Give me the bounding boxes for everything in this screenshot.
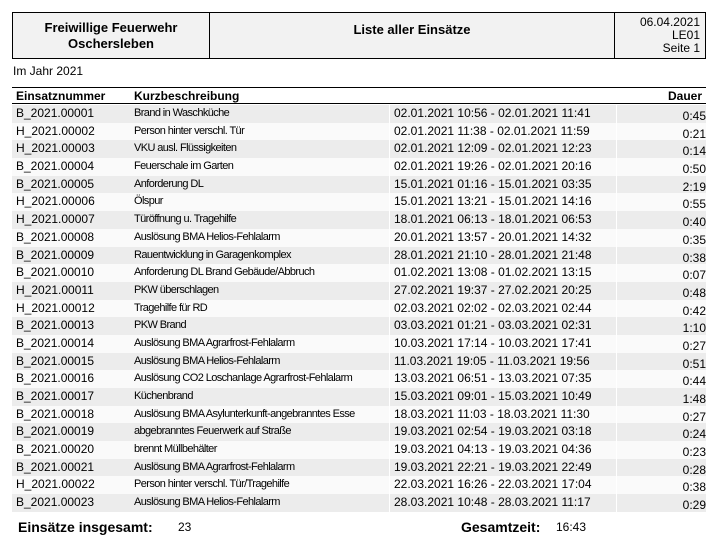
column-divider bbox=[389, 406, 390, 424]
table-row bbox=[12, 282, 706, 300]
incident-duration: 1:10 bbox=[682, 321, 706, 336]
incident-duration: 0:44 bbox=[682, 374, 706, 389]
table-row bbox=[12, 353, 706, 371]
incident-time-range: 02.03.2021 02:02 - 02.03.2021 02:44 bbox=[394, 300, 592, 315]
incident-description: brennt Müllbehälter bbox=[134, 443, 217, 456]
column-divider bbox=[389, 247, 390, 265]
column-divider bbox=[616, 317, 617, 335]
incident-description: Feuerschale im Garten bbox=[134, 160, 234, 173]
column-divider bbox=[616, 388, 617, 406]
organization-line-1: Freiwillige Feuerwehr bbox=[44, 20, 178, 35]
column-divider bbox=[616, 123, 617, 141]
report-code: LE01 bbox=[671, 28, 700, 42]
incident-table-body bbox=[12, 105, 706, 512]
incident-time-range: 22.03.2021 16:26 - 22.03.2021 17:04 bbox=[394, 477, 592, 492]
incident-number: B_2021.00009 bbox=[16, 247, 95, 262]
table-row bbox=[12, 459, 706, 477]
incident-time-range: 11.03.2021 19:05 - 11.03.2021 19:56 bbox=[394, 353, 590, 368]
column-header-duration: Dauer bbox=[667, 89, 702, 103]
incident-description: Person hinter verschl. Tür bbox=[134, 124, 245, 137]
column-divider bbox=[616, 335, 617, 353]
incident-number: B_2021.00018 bbox=[16, 406, 95, 421]
column-divider bbox=[616, 476, 617, 494]
page-number: Seite 1 bbox=[662, 41, 700, 55]
incident-time-range: 01.02.2021 13:08 - 01.02.2021 13:15 bbox=[394, 265, 592, 280]
column-divider bbox=[616, 247, 617, 265]
incident-duration: 0:24 bbox=[682, 427, 706, 442]
column-divider bbox=[389, 423, 390, 441]
column-header-description: Kurzbeschreibung bbox=[134, 89, 240, 103]
column-divider bbox=[616, 176, 617, 194]
incident-description: Anforderung DL bbox=[134, 177, 204, 190]
incident-time-range: 27.02.2021 19:37 - 27.02.2021 20:25 bbox=[394, 282, 592, 297]
incident-time-range: 28.01.2021 21:10 - 28.01.2021 21:48 bbox=[394, 247, 592, 262]
report-title: Liste aller Einsätze bbox=[210, 13, 615, 58]
incident-description: Brand in Waschküche bbox=[134, 107, 230, 119]
incident-duration: 0:55 bbox=[682, 197, 706, 212]
incident-number: H_2021.00007 bbox=[16, 212, 95, 227]
incident-time-range: 19.03.2021 04:13 - 19.03.2021 04:36 bbox=[394, 442, 592, 457]
table-row bbox=[12, 317, 706, 335]
incident-time-range: 02.01.2021 11:38 - 02.01.2021 11:59 bbox=[394, 123, 590, 138]
incident-duration: 0:48 bbox=[682, 285, 706, 300]
incident-description: Anforderung DL Brand Gebäude/Abbruch bbox=[134, 266, 315, 279]
table-row bbox=[12, 388, 706, 406]
column-divider bbox=[616, 264, 617, 282]
column-divider bbox=[616, 459, 617, 477]
organization-name bbox=[13, 13, 210, 58]
incident-number: B_2021.00013 bbox=[16, 318, 95, 333]
column-divider bbox=[616, 353, 617, 371]
column-divider bbox=[616, 229, 617, 247]
column-divider bbox=[616, 494, 617, 512]
column-divider bbox=[616, 406, 617, 424]
incident-number: B_2021.00008 bbox=[16, 229, 95, 244]
column-divider bbox=[616, 423, 617, 441]
column-divider bbox=[389, 441, 390, 459]
column-divider bbox=[389, 300, 390, 318]
column-divider bbox=[616, 282, 617, 300]
table-row bbox=[12, 406, 706, 424]
incident-duration: 1:48 bbox=[682, 392, 706, 406]
table-row bbox=[12, 476, 706, 494]
table-row bbox=[12, 158, 706, 176]
incident-description: Auslösung BMA Helios-Fehlalarm bbox=[134, 230, 280, 243]
incident-duration: 0:28 bbox=[682, 462, 706, 477]
incident-number: H_2021.00012 bbox=[16, 300, 95, 315]
incident-number: B_2021.00016 bbox=[16, 371, 95, 386]
table-row bbox=[12, 300, 706, 318]
incident-number: H_2021.00011 bbox=[16, 282, 94, 297]
incident-time-range: 02.01.2021 19:26 - 02.01.2021 20:16 bbox=[394, 159, 592, 174]
column-divider bbox=[389, 335, 390, 353]
incident-duration: 0:27 bbox=[682, 338, 706, 353]
incident-duration: 0:38 bbox=[682, 250, 706, 265]
incident-number: B_2021.00015 bbox=[16, 353, 95, 368]
incident-description: Tragehilfe für RD bbox=[134, 301, 208, 314]
incident-duration: 0:45 bbox=[682, 109, 706, 123]
column-divider bbox=[389, 459, 390, 477]
incident-description: Auslösung CO2 Loschanlage Agrarfrost-Fehlalarm bbox=[134, 372, 353, 385]
table-row bbox=[12, 176, 706, 194]
table-row bbox=[12, 247, 706, 265]
total-time-value: 16:43 bbox=[556, 520, 587, 534]
column-divider bbox=[389, 317, 390, 335]
table-row bbox=[12, 193, 706, 211]
incident-time-range: 28.03.2021 10:48 - 28.03.2021 11:17 bbox=[394, 495, 591, 510]
report-date: 06.04.2021 bbox=[639, 15, 700, 29]
incident-duration: 0:35 bbox=[682, 232, 706, 247]
table-row bbox=[12, 423, 706, 441]
incident-description: PKW überschlagen bbox=[134, 283, 219, 296]
table-header bbox=[12, 87, 706, 104]
incident-description: Auslösung BMA Agrarfrost-Fehlalarm bbox=[134, 460, 295, 473]
incident-description: Ölspur bbox=[134, 195, 163, 208]
incident-duration: 0:40 bbox=[682, 215, 706, 230]
table-row bbox=[12, 370, 706, 388]
table-row bbox=[12, 494, 706, 512]
column-divider bbox=[616, 193, 617, 211]
incident-duration: 0:07 bbox=[682, 268, 706, 283]
incident-number: H_2021.00022 bbox=[16, 477, 95, 492]
table-row bbox=[12, 335, 706, 353]
incident-time-range: 15.01.2021 13:21 - 15.01.2021 14:16 bbox=[394, 194, 592, 209]
incident-duration: 0:27 bbox=[682, 409, 706, 424]
incident-number: H_2021.00006 bbox=[16, 194, 95, 209]
incident-description: Auslösung BMA Asylunterkunft-angebranntes Esse bbox=[134, 407, 355, 420]
count-label: Einsätze insgesamt: bbox=[18, 519, 153, 535]
column-divider bbox=[389, 388, 390, 406]
column-divider bbox=[389, 123, 390, 141]
column-divider bbox=[616, 441, 617, 459]
year-label: Im Jahr 2021 bbox=[13, 64, 84, 78]
incident-duration: 0:51 bbox=[682, 356, 706, 371]
incident-duration: 2:19 bbox=[682, 179, 706, 194]
incident-duration: 0:23 bbox=[682, 445, 706, 460]
report-header bbox=[12, 12, 706, 59]
incident-time-range: 18.01.2021 06:13 - 18.01.2021 06:53 bbox=[394, 212, 592, 227]
incident-description: VKU ausl. Flüssigkeiten bbox=[134, 142, 237, 155]
column-divider bbox=[389, 370, 390, 388]
incident-number: B_2021.00017 bbox=[16, 389, 95, 403]
incident-description: Auslösung BMA Agrarfrost-Fehlalarm bbox=[134, 336, 295, 349]
table-row bbox=[12, 140, 706, 158]
incident-time-range: 02.01.2021 12:09 - 02.01.2021 12:23 bbox=[394, 141, 592, 156]
column-divider bbox=[616, 158, 617, 176]
column-divider bbox=[616, 105, 617, 123]
incident-duration: 0:50 bbox=[682, 162, 706, 177]
incident-time-range: 15.01.2021 01:16 - 15.01.2021 03:35 bbox=[394, 176, 592, 191]
report-meta bbox=[615, 13, 705, 58]
incident-duration: 0:21 bbox=[682, 126, 706, 141]
incident-description: Türöffnung u. Tragehilfe bbox=[134, 213, 237, 226]
incident-number: B_2021.00005 bbox=[16, 176, 95, 191]
incident-description: Person hinter verschl. Tür/Tragehilfe bbox=[134, 478, 290, 491]
incident-time-range: 19.03.2021 22:21 - 19.03.2021 22:49 bbox=[394, 459, 592, 474]
column-divider bbox=[616, 370, 617, 388]
incident-number: B_2021.00019 bbox=[16, 424, 95, 439]
incident-number: B_2021.00020 bbox=[16, 442, 95, 457]
organization-line-2: Oschersleben bbox=[68, 36, 154, 51]
column-header-number: Einsatznummer bbox=[16, 89, 106, 103]
incident-number: B_2021.00004 bbox=[16, 159, 95, 174]
table-row bbox=[12, 123, 706, 141]
incident-description: Auslösung BMA Helios-Fehlalarm bbox=[134, 354, 280, 367]
column-divider bbox=[389, 105, 390, 123]
table-row bbox=[12, 105, 706, 123]
incident-time-range: 19.03.2021 02:54 - 19.03.2021 03:18 bbox=[394, 424, 592, 439]
incident-number: H_2021.00003 bbox=[16, 141, 95, 156]
incident-time-range: 10.03.2021 17:14 - 10.03.2021 17:41 bbox=[394, 335, 592, 350]
column-divider bbox=[389, 193, 390, 211]
incident-duration: 0:42 bbox=[682, 303, 706, 318]
column-divider bbox=[389, 229, 390, 247]
column-divider bbox=[616, 300, 617, 318]
incident-time-range: 13.03.2021 06:51 - 13.03.2021 07:35 bbox=[394, 371, 592, 386]
incident-description: PKW Brand bbox=[134, 319, 187, 332]
table-row bbox=[12, 211, 706, 229]
column-divider bbox=[616, 211, 617, 229]
column-divider bbox=[389, 211, 390, 229]
incident-description: Auslösung BMA Helios-Fehlalarm bbox=[134, 496, 280, 509]
incident-time-range: 15.03.2021 09:01 - 15.03.2021 10:49 bbox=[394, 389, 592, 403]
table-row bbox=[12, 229, 706, 247]
incident-number: H_2021.00002 bbox=[16, 123, 95, 138]
column-divider bbox=[389, 282, 390, 300]
column-divider bbox=[389, 264, 390, 282]
column-divider bbox=[389, 353, 390, 371]
incident-number: B_2021.00001 bbox=[16, 106, 95, 120]
incident-number: B_2021.00023 bbox=[16, 495, 95, 510]
table-row bbox=[12, 264, 706, 282]
count-value: 23 bbox=[178, 520, 192, 534]
incident-duration: 0:38 bbox=[682, 480, 706, 495]
incident-number: B_2021.00010 bbox=[16, 265, 95, 280]
incident-number: B_2021.00021 bbox=[16, 459, 95, 474]
incident-description: Küchenbrand bbox=[134, 390, 193, 402]
incident-time-range: 02.01.2021 10:56 - 02.01.2021 11:41 bbox=[394, 106, 591, 120]
column-divider bbox=[389, 140, 390, 158]
incident-time-range: 18.03.2021 11:03 - 18.03.2021 11:30 bbox=[394, 406, 590, 421]
table-row bbox=[12, 441, 706, 459]
column-divider bbox=[389, 476, 390, 494]
incident-duration: 0:14 bbox=[682, 144, 706, 159]
incident-time-range: 03.03.2021 01:21 - 03.03.2021 02:31 bbox=[394, 318, 592, 333]
total-time-label: Gesamtzeit: bbox=[461, 519, 541, 535]
column-divider bbox=[389, 176, 390, 194]
column-divider bbox=[616, 140, 617, 158]
column-divider bbox=[389, 158, 390, 176]
column-divider bbox=[389, 494, 390, 512]
incident-duration: 0:29 bbox=[682, 498, 706, 513]
incident-time-range: 20.01.2021 13:57 - 20.01.2021 14:32 bbox=[394, 229, 592, 244]
incident-number: B_2021.00014 bbox=[16, 335, 95, 350]
incident-description: Rauentwicklung in Garagenkomplex bbox=[134, 248, 291, 261]
incident-description: abgebranntes Feuerwerk auf Straße bbox=[134, 425, 291, 438]
